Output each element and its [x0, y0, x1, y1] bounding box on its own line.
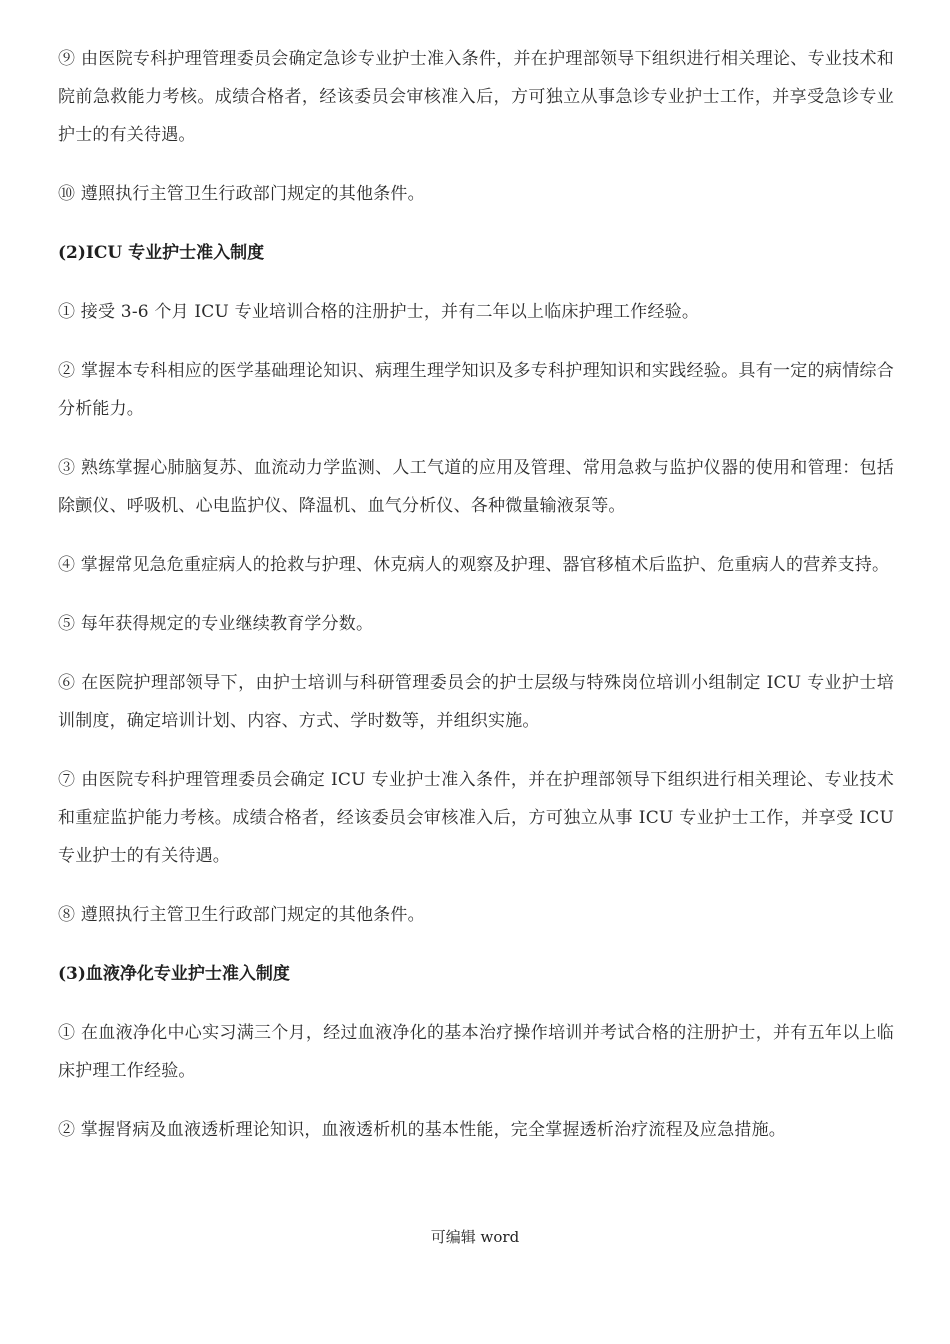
paragraph-icu-item-8: ⑧ 遵照执行主管卫生行政部门规定的其他条件。 [58, 905, 425, 925]
paragraph-icu-item-6: ⑥ 在医院护理部领导下，由护士培训与科研管理委员会的护士层级与特殊岗位培训小组制定 ICU 专业护士培训制度，确定培训计划、内容、方式、学时数等，并组织实施。 [58, 673, 894, 731]
section-heading-icu: (2)ICU 专业护士准入制度 [58, 243, 265, 263]
page-footer: 可编辑 word [430, 1228, 520, 1246]
paragraph-icu-item-3: ③ 熟练掌握心肺脑复苏、血流动力学监测、人工气道的应用及管理、常用急救与监护仪器的使用和管理：包括除颤仪、呼吸机、心电监护仪、降温机、血气分析仪、各种微量输液泵等。 [58, 458, 894, 516]
paragraph-item-10: ⑩ 遵照执行主管卫生行政部门规定的其他条件。 [58, 184, 425, 204]
paragraph-bp-item-1: ① 在血液净化中心实习满三个月，经过血液净化的基本治疗操作培训并考试合格的注册护士，并有五年以上临床护理工作经验。 [58, 1023, 894, 1081]
paragraph-item-9: ⑨ 由医院专科护理管理委员会确定急诊专业护士准入条件，并在护理部领导下组织进行相关理论、专业技术和院前急救能力考核。成绩合格者，经该委员会审核准入后，方可独立从事急诊专业护士工作，并享受急诊专业护士的有关待遇。 [58, 49, 894, 145]
paragraph-icu-item-2: ② 掌握本专科相应的医学基础理论知识、病理生理学知识及多专科护理知识和实践经验。具有一定的病情综合分析能力。 [58, 361, 894, 419]
paragraph-icu-item-7: ⑦ 由医院专科护理管理委员会确定 ICU 专业护士准入条件，并在护理部领导下组织进行相关理论、专业技术和重症监护能力考核。成绩合格者，经该委员会审核准入后，方可独立从事 ICU 专业护士工作，并享受 ICU 专业护士的有关待遇。 [58, 770, 894, 866]
section-heading-blood-purification: (3)血液净化专业护士准入制度 [58, 964, 290, 984]
paragraph-bp-item-2: ② 掌握肾病及血液透析理论知识，血液透析机的基本性能，完全掌握透析治疗流程及应急措施。 [58, 1120, 787, 1140]
paragraph-icu-item-1: ① 接受 3-6 个月 ICU 专业培训合格的注册护士，并有二年以上临床护理工作经验。 [58, 302, 700, 322]
paragraph-icu-item-5: ⑤ 每年获得规定的专业继续教育学分数。 [58, 614, 374, 634]
document-body [58, 40, 894, 1170]
paragraph-icu-item-4: ④ 掌握常见急危重症病人的抢救与护理、休克病人的观察及护理、器官移植术后监护、危重病人的营养支持。 [58, 555, 890, 575]
